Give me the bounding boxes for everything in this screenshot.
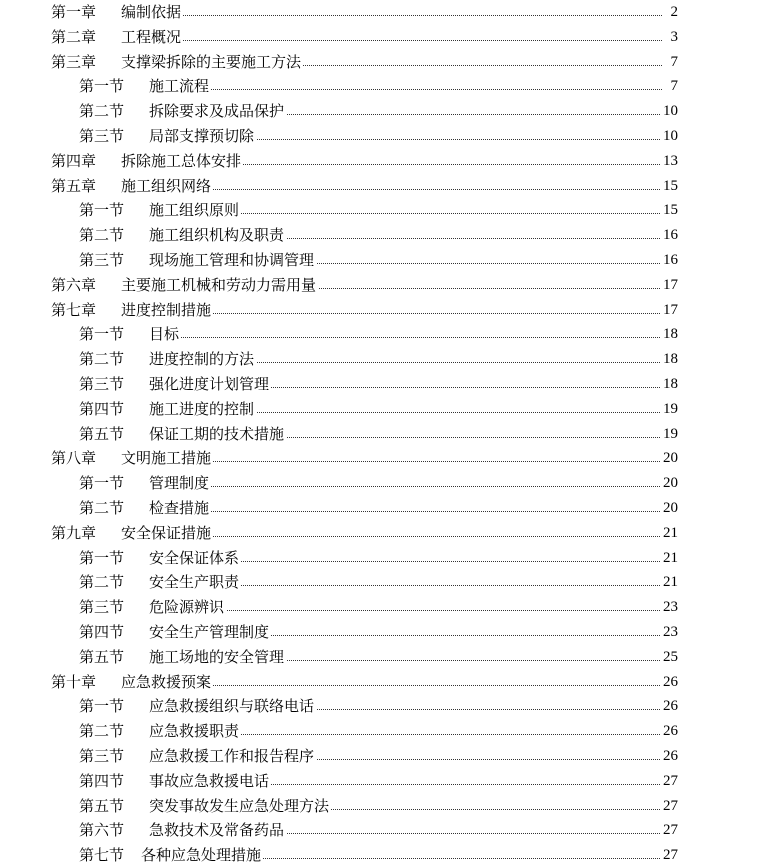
toc-entry-number: 第四章 <box>51 151 97 170</box>
toc-entry-label <box>79 818 286 842</box>
toc-page-number: 7 <box>669 74 679 98</box>
toc-chapter-entry[interactable] <box>0 0 763 24</box>
toc-entry-title: 局部支撑预切除 <box>149 127 255 145</box>
toc-page-number: 19 <box>661 422 678 446</box>
toc-section-entry[interactable] <box>0 645 763 669</box>
toc-entry-title: 目标 <box>149 325 180 344</box>
toc-entry-title: 各种应急处理措施 <box>141 846 262 865</box>
toc-entry-title: 安全生产职责 <box>149 573 240 592</box>
toc-entry-label <box>51 50 303 74</box>
toc-entry-number: 第一节 <box>79 474 125 493</box>
toc-entry-title: 管理制度 <box>149 474 210 493</box>
toc-page-number: 21 <box>661 546 678 570</box>
toc-page-number: 21 <box>661 521 678 545</box>
toc-entry-number: 第三章 <box>51 52 97 71</box>
toc-entry-number: 第三节 <box>79 598 125 617</box>
toc-section-entry[interactable] <box>0 347 763 371</box>
toc-page-number: 15 <box>661 198 678 222</box>
toc-entry-label <box>51 273 318 297</box>
toc-chapter-entry[interactable] <box>0 149 763 173</box>
toc-entry-number: 第五节 <box>79 424 125 443</box>
toc-entry-label <box>79 570 241 594</box>
toc-chapter-entry[interactable] <box>0 521 763 545</box>
toc-section-entry[interactable] <box>0 397 763 421</box>
toc-entry-number: 第六章 <box>51 275 97 294</box>
toc-entry-number: 第一节 <box>79 325 125 344</box>
toc-entry-title: 施工组织机构及职责 <box>149 226 285 245</box>
toc-entry-title: 施工场地的安全管理 <box>149 647 285 666</box>
toc-entry-number: 第七节 <box>79 846 125 865</box>
toc-section-entry[interactable] <box>0 694 763 718</box>
toc-page-number: 27 <box>661 769 678 793</box>
toc-entry-label <box>79 719 241 743</box>
toc-page-number: 17 <box>661 273 678 297</box>
toc-entry-number: 第五章 <box>51 176 97 195</box>
toc-section-entry[interactable] <box>0 422 763 446</box>
toc-entry-title: 文明施工措施 <box>121 449 212 468</box>
toc-chapter-entry[interactable] <box>0 174 763 198</box>
toc-entry-title: 应急救援预案 <box>121 672 212 691</box>
toc-entry-label <box>51 670 213 694</box>
toc-entry-label <box>79 198 241 222</box>
toc-section-entry[interactable] <box>0 198 763 222</box>
toc-entry-number: 第五节 <box>79 647 125 666</box>
toc-entry-label <box>79 546 241 570</box>
toc-entry-title: 进度控制措施 <box>121 300 212 319</box>
toc-entry-title: 应急救援工作和报告程序 <box>149 747 315 765</box>
toc-entry-title: 强化进度计划管理 <box>149 375 270 393</box>
toc-entry-label <box>79 322 181 346</box>
toc-section-entry[interactable] <box>0 620 763 644</box>
toc-page-number: 27 <box>661 794 678 818</box>
toc-entry-label <box>51 174 213 198</box>
toc-entry-label <box>51 298 213 322</box>
toc-section-entry[interactable] <box>0 570 763 594</box>
toc-entry-title: 进度控制的方法 <box>149 350 255 369</box>
toc-entry-title: 急救技术及常备药品 <box>149 821 285 840</box>
toc-chapter-entry[interactable] <box>0 298 763 322</box>
toc-entry-label <box>79 471 211 495</box>
toc-entry-label <box>79 124 256 148</box>
toc-section-entry[interactable] <box>0 471 763 495</box>
toc-page-number: 16 <box>661 223 678 247</box>
toc-entry-title: 安全保证体系 <box>149 548 240 567</box>
toc-entry-number: 第四节 <box>79 623 125 641</box>
toc-section-entry[interactable] <box>0 843 763 867</box>
toc-entry-title: 应急救援职责 <box>149 722 240 741</box>
toc-page-number: 10 <box>661 99 678 123</box>
toc-page-number: 20 <box>661 471 678 495</box>
toc-entry-label <box>51 25 183 49</box>
toc-page-number: 18 <box>661 347 678 371</box>
toc-entry-number: 第三节 <box>79 251 125 269</box>
toc-chapter-entry[interactable] <box>0 670 763 694</box>
toc-entry-label <box>79 694 316 718</box>
toc-entry-title: 检查措施 <box>149 499 210 517</box>
toc-entry-title: 保证工期的技术措施 <box>149 424 285 443</box>
toc-page-number: 20 <box>661 496 678 520</box>
toc-page-number: 23 <box>661 620 678 644</box>
toc-section-entry[interactable] <box>0 99 763 123</box>
toc-entry-number: 第一节 <box>79 201 125 220</box>
toc-entry-number: 第一节 <box>79 697 125 716</box>
toc-entry-number: 第七章 <box>51 300 97 319</box>
toc-section-entry[interactable] <box>0 496 763 520</box>
toc-page-number: 19 <box>661 397 678 421</box>
toc-entry-title: 工程概况 <box>121 27 182 46</box>
toc-page-number: 18 <box>661 372 678 396</box>
toc-entry-label <box>79 843 263 867</box>
toc-entry-number: 第一节 <box>79 77 125 96</box>
toc-entry-label <box>79 347 256 371</box>
toc-section-entry[interactable] <box>0 794 763 818</box>
toc-entry-number: 第三节 <box>79 375 125 393</box>
toc-entry-label <box>51 521 213 545</box>
toc-entry-label <box>79 769 271 793</box>
toc-entry-number: 第一章 <box>51 3 97 21</box>
toc-page-number: 10 <box>661 124 678 148</box>
toc-entry-number: 第二章 <box>51 27 97 46</box>
toc-entry-title: 施工进度的控制 <box>149 399 255 418</box>
toc-section-entry[interactable] <box>0 719 763 743</box>
toc-entry-label <box>79 74 211 98</box>
toc-entry-number: 第二节 <box>79 226 125 245</box>
toc-page-number: 26 <box>661 719 678 743</box>
toc-entry-label <box>79 397 256 421</box>
toc-entry-number: 第三节 <box>79 747 125 765</box>
toc-entry-number: 第二节 <box>79 102 125 121</box>
toc-entry-title: 编制依据 <box>121 3 182 21</box>
toc-chapter-entry[interactable] <box>0 273 763 297</box>
toc-entry-title: 施工组织原则 <box>149 201 240 220</box>
toc-entry-label <box>79 248 316 272</box>
toc-section-entry[interactable] <box>0 546 763 570</box>
toc-entry-number: 第四节 <box>79 399 125 418</box>
toc-entry-number: 第一节 <box>79 548 125 567</box>
toc-entry-label <box>79 422 286 446</box>
toc-entry-title: 主要施工机械和劳动力需用量 <box>121 275 317 294</box>
toc-page-number: 26 <box>661 670 678 694</box>
toc-section-entry[interactable] <box>0 322 763 346</box>
toc-entry-label <box>79 794 331 818</box>
toc-entry-label <box>51 0 183 24</box>
toc-entry-label <box>79 223 286 247</box>
toc-entry-label <box>79 99 286 123</box>
toc-entry-title: 事故应急救援电话 <box>149 771 270 790</box>
toc-chapter-entry[interactable] <box>0 50 763 74</box>
toc-page-number: 26 <box>661 694 678 718</box>
toc-entry-number: 第五节 <box>79 796 125 815</box>
toc-entry-label <box>51 149 243 173</box>
toc-entry-label <box>51 446 213 470</box>
toc-entry-title: 拆除要求及成品保护 <box>149 102 285 121</box>
toc-entry-title: 安全保证措施 <box>121 523 212 542</box>
toc-entry-title: 安全生产管理制度 <box>149 623 270 641</box>
toc-page-number: 25 <box>661 645 678 669</box>
toc-entry-number: 第六节 <box>79 821 125 840</box>
toc-page-number: 27 <box>661 818 678 842</box>
toc-entry-title: 现场施工管理和协调管理 <box>149 251 315 269</box>
toc-entry-number: 第二节 <box>79 573 125 592</box>
toc-section-entry[interactable] <box>0 248 763 272</box>
toc-entry-number: 第三节 <box>79 127 125 145</box>
toc-section-entry[interactable] <box>0 223 763 247</box>
toc-page-number: 27 <box>661 843 678 867</box>
toc-section-entry[interactable] <box>0 818 763 842</box>
toc-entry-number: 第二节 <box>79 350 125 369</box>
toc-page-number: 7 <box>669 50 679 74</box>
toc-entry-number: 第二节 <box>79 722 125 741</box>
toc-page-number: 20 <box>661 446 678 470</box>
toc-entry-number: 第四节 <box>79 771 125 790</box>
toc-section-entry[interactable] <box>0 595 763 619</box>
toc-page-number: 16 <box>661 248 678 272</box>
toc-entry-title: 突发事故发生应急处理方法 <box>149 796 330 815</box>
toc-entry-label <box>79 496 211 520</box>
toc-entry-number: 第十章 <box>51 672 97 691</box>
toc-chapter-entry[interactable] <box>0 446 763 470</box>
toc-section-entry[interactable] <box>0 124 763 148</box>
toc-page-number: 2 <box>669 0 679 24</box>
toc-entry-title: 拆除施工总体安排 <box>121 151 242 170</box>
toc-entry-label <box>79 645 286 669</box>
toc-page-number: 26 <box>661 744 678 768</box>
toc-page-number: 15 <box>661 174 678 198</box>
toc-entry-title: 应急救援组织与联络电话 <box>149 697 315 716</box>
toc-entry-title: 施工组织网络 <box>121 176 212 195</box>
toc-section-entry[interactable] <box>0 372 763 396</box>
toc-section-entry[interactable] <box>0 74 763 98</box>
toc-entry-label <box>79 620 271 644</box>
toc-section-entry[interactable] <box>0 744 763 768</box>
toc-entry-label <box>79 372 271 396</box>
toc-page-number: 21 <box>661 570 678 594</box>
toc-entry-number: 第九章 <box>51 523 97 542</box>
toc-entry-number: 第二节 <box>79 499 125 517</box>
toc-page-number: 18 <box>661 322 678 346</box>
toc-page-number: 13 <box>661 149 678 173</box>
toc-page-number: 3 <box>669 25 679 49</box>
toc-entry-label <box>79 595 226 619</box>
toc-section-entry[interactable] <box>0 769 763 793</box>
toc-page-number: 23 <box>661 595 678 619</box>
toc-entry-title: 危险源辨识 <box>149 598 225 617</box>
toc-entry-label <box>79 744 316 768</box>
toc-entry-title: 施工流程 <box>149 77 210 96</box>
toc-entry-number: 第八章 <box>51 449 97 468</box>
toc-entry-title: 支撑梁拆除的主要施工方法 <box>121 52 302 71</box>
toc-chapter-entry[interactable] <box>0 25 763 49</box>
toc-page-number: 17 <box>661 298 678 322</box>
